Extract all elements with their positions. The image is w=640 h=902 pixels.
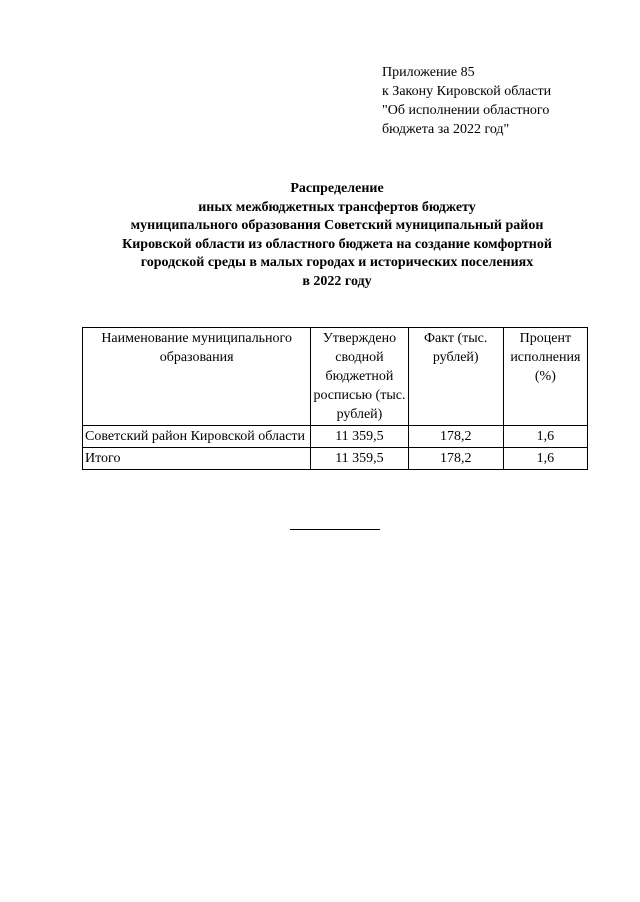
document-title [60,180,614,291]
separator-line [290,529,380,530]
appendix-header [382,63,622,139]
appendix-line: бюджета за 2022 год" [382,122,510,137]
table-header-row [83,328,588,426]
cell-total-approved: 11 359,5 [311,448,408,470]
header-municipality: Наименование муниципального образования [83,328,311,426]
appendix-line: к Закону Кировской области [382,84,552,99]
cell-municipality: Советский район Кировской области [83,426,311,448]
header-actual: Факт (тыс. рублей) [408,328,503,426]
cell-total-label: Итого [83,448,311,470]
title-line: Кировской области из областного бюджета на создание комфортной [122,236,552,252]
title-line: муниципального образования Советский муниципальный район [130,218,544,233]
table-total-row [83,448,588,470]
cell-percent: 1,6 [503,426,587,448]
cell-total-actual: 178,2 [408,448,503,470]
appendix-line: Приложение 85 [382,65,475,80]
title-line: иных межбюджетных трансфертов бюджету [198,199,476,215]
title-line: в 2022 году [302,273,372,289]
title-line: городской среды в малых городах и исторических поселениях [140,255,534,270]
cell-approved: 11 359,5 [311,426,408,448]
table-row [83,426,588,448]
header-approved: Утверждено сводной бюджетной росписью (тыс. рублей) [311,328,408,426]
title-line: Распределение [290,181,384,196]
cell-actual: 178,2 [408,426,503,448]
header-percent: Процент исполнения (%) [503,328,587,426]
appendix-line: "Об исполнении областного [382,103,550,118]
cell-total-percent: 1,6 [503,448,587,470]
transfers-table [82,327,588,470]
